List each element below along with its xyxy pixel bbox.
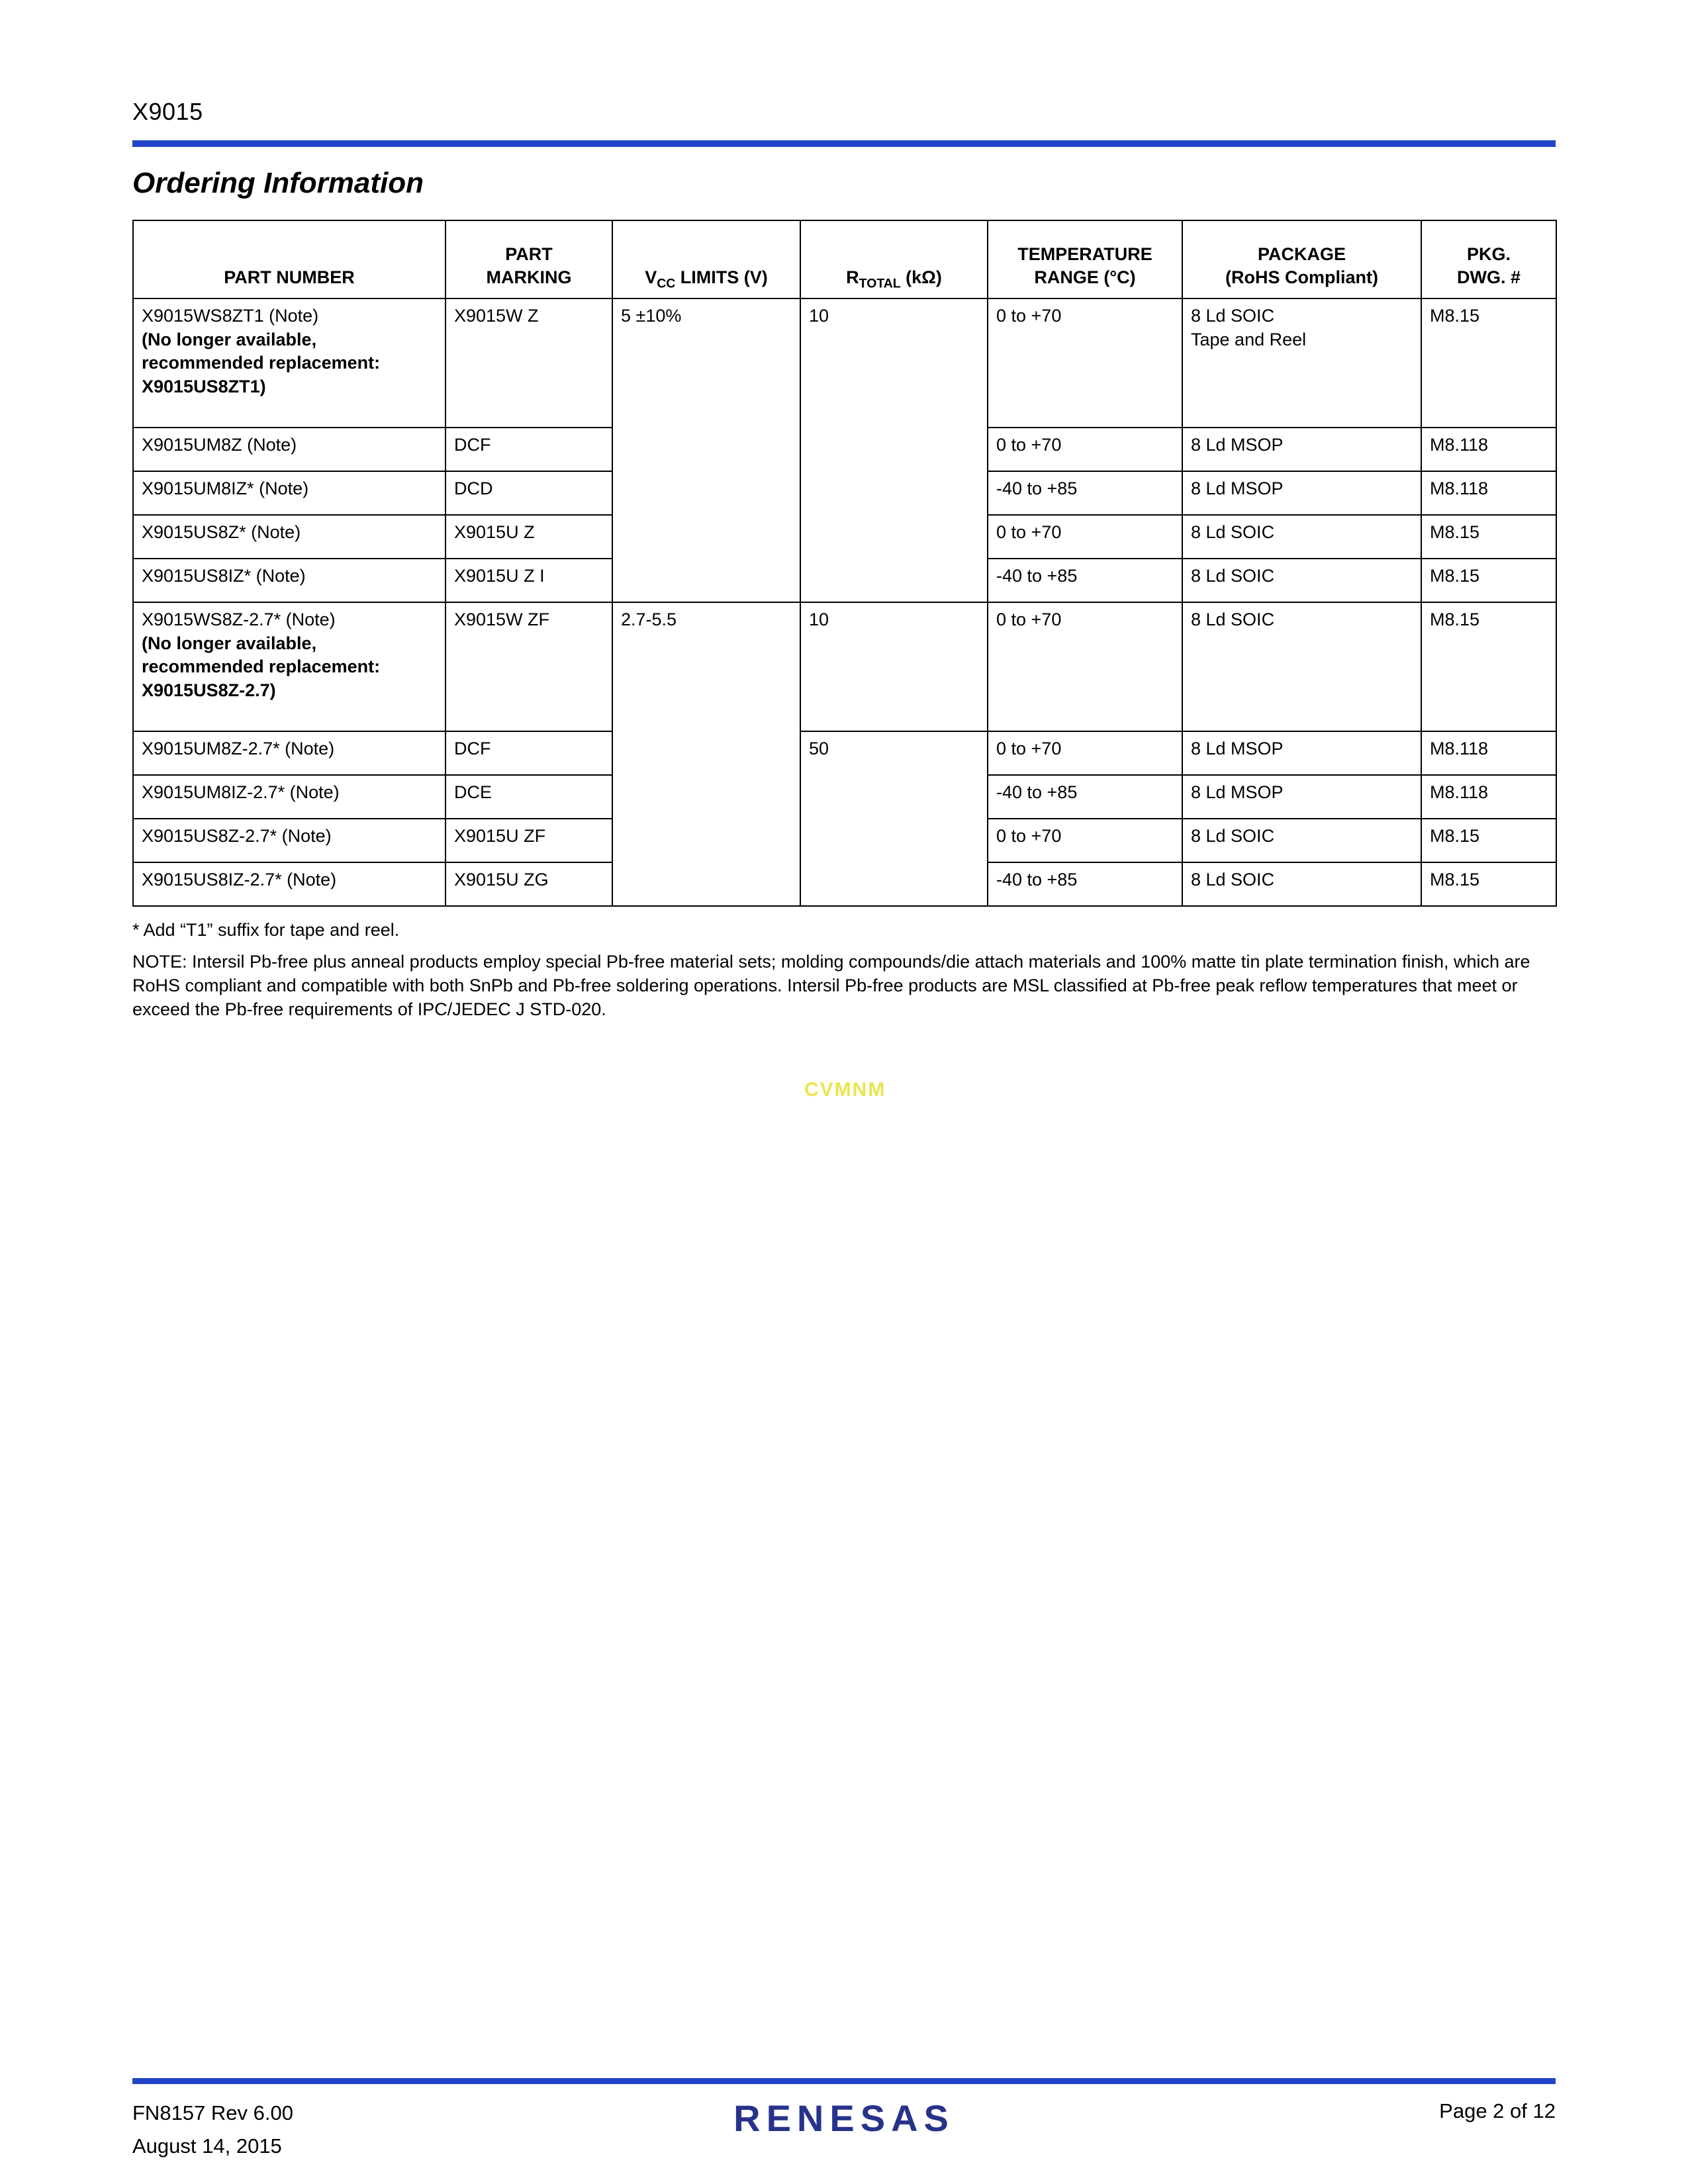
part-number-note: recommended replacement: bbox=[142, 657, 381, 677]
temperature-range-cell: -40 to +85 bbox=[988, 862, 1182, 906]
col-header-label: V bbox=[645, 267, 657, 288]
pkg-dwg-cell: M8.118 bbox=[1421, 471, 1556, 515]
col-header-label: MARKING bbox=[486, 267, 572, 288]
package-line: 8 Ld SOIC bbox=[1191, 306, 1275, 326]
temperature-range-cell: 0 to +70 bbox=[988, 602, 1182, 731]
rtotal-subscript: TOTAL bbox=[859, 276, 901, 291]
temperature-range-cell: 0 to +70 bbox=[988, 298, 1182, 428]
part-marking-cell: X9015U Z I bbox=[445, 559, 612, 602]
part-number-cell: X9015UM8Z-2.7* (Note) bbox=[133, 731, 445, 775]
part-marking-cell: DCF bbox=[445, 731, 612, 775]
table-row bbox=[133, 298, 1556, 428]
temperature-range-cell: 0 to +70 bbox=[988, 428, 1182, 471]
col-header-label: PART bbox=[505, 244, 553, 264]
footer-date: August 14, 2015 bbox=[132, 2134, 282, 2158]
col-header-label: (kΩ) bbox=[900, 267, 942, 288]
col-header-vcc-limits bbox=[612, 220, 800, 298]
part-number-cell: X9015US8IZ* (Note) bbox=[133, 559, 445, 602]
part-number-cell: X9015UM8IZ* (Note) bbox=[133, 471, 445, 515]
part-number-note: (No longer available, bbox=[142, 329, 317, 349]
part-number: X9015WS8Z-2.7* (Note) bbox=[142, 610, 336, 629]
pkg-dwg-cell: M8.118 bbox=[1421, 775, 1556, 819]
part-marking-cell: DCD bbox=[445, 471, 612, 515]
col-header-label: PART NUMBER bbox=[224, 267, 355, 288]
package-cell: 8 Ld SOIC bbox=[1182, 819, 1421, 862]
part-number-note: recommended replacement: bbox=[142, 353, 381, 373]
footnote-tape-reel: * Add “T1” suffix for tape and reel. bbox=[132, 920, 400, 940]
pkg-dwg-cell: M8.15 bbox=[1421, 559, 1556, 602]
package-cell: 8 Ld MSOP bbox=[1182, 775, 1421, 819]
ordering-information-table bbox=[132, 220, 1557, 907]
page-title: Ordering Information bbox=[132, 167, 424, 199]
temperature-range-cell: 0 to +70 bbox=[988, 515, 1182, 559]
col-header-label: DWG. # bbox=[1456, 267, 1521, 288]
table-header-row bbox=[133, 220, 1556, 298]
col-header-label: PKG. bbox=[1466, 244, 1511, 264]
part-number-cell: X9015US8Z-2.7* (Note) bbox=[133, 819, 445, 862]
package-cell: 8 Ld MSOP bbox=[1182, 428, 1421, 471]
col-header-label: TEMPERATURE bbox=[1017, 244, 1152, 264]
renesas-logo: RENESAS bbox=[733, 2097, 955, 2139]
pkg-dwg-cell: M8.15 bbox=[1421, 819, 1556, 862]
package-line: Tape and Reel bbox=[1191, 329, 1307, 349]
pkg-dwg-cell: M8.118 bbox=[1421, 428, 1556, 471]
package-cell: 8 Ld SOIC bbox=[1182, 559, 1421, 602]
main-content bbox=[132, 220, 1556, 1022]
part-number-cell: X9015UM8IZ-2.7* (Note) bbox=[133, 775, 445, 819]
col-header-label: (RoHS Compliant) bbox=[1225, 267, 1378, 288]
col-header-rtotal bbox=[800, 220, 988, 298]
part-number-cell: X9015UM8Z (Note) bbox=[133, 428, 445, 471]
package-cell: 8 Ld MSOP bbox=[1182, 471, 1421, 515]
pkg-dwg-cell: M8.15 bbox=[1421, 602, 1556, 731]
table-row bbox=[133, 602, 1556, 731]
package-cell: 8 Ld SOIC bbox=[1182, 515, 1421, 559]
col-header-label: RANGE (°C) bbox=[1034, 267, 1136, 288]
col-header-part-marking bbox=[445, 220, 612, 298]
part-marking-cell: X9015W Z bbox=[445, 298, 612, 428]
table-row bbox=[133, 731, 1556, 775]
part-number-cell: X9015US8IZ-2.7* (Note) bbox=[133, 862, 445, 906]
doc-id: X9015 bbox=[132, 98, 203, 125]
part-marking-cell: DCE bbox=[445, 775, 612, 819]
vcc-limits-cell: 5 ±10% bbox=[612, 298, 800, 602]
col-header-part-number bbox=[133, 220, 445, 298]
part-marking-cell: X9015U Z bbox=[445, 515, 612, 559]
footer-page-number: Page 2 of 12 bbox=[1439, 2099, 1556, 2122]
col-header-label: R bbox=[846, 267, 859, 288]
col-header-label: PACKAGE bbox=[1257, 244, 1346, 264]
part-number: X9015WS8ZT1 (Note) bbox=[142, 306, 319, 326]
col-header-pkg-dwg bbox=[1421, 220, 1556, 298]
top-rule bbox=[132, 140, 1556, 147]
package-cell: 8 Ld MSOP bbox=[1182, 731, 1421, 775]
part-number-cell bbox=[133, 602, 445, 731]
watermark-text: CVMNM bbox=[804, 1079, 886, 1101]
part-marking-cell: DCF bbox=[445, 428, 612, 471]
temperature-range-cell: -40 to +85 bbox=[988, 471, 1182, 515]
temperature-range-cell: -40 to +85 bbox=[988, 775, 1182, 819]
part-number-note: (No longer available, bbox=[142, 633, 317, 653]
pkg-dwg-cell: M8.15 bbox=[1421, 515, 1556, 559]
part-marking-cell: X9015U ZG bbox=[445, 862, 612, 906]
pkg-dwg-cell: M8.15 bbox=[1421, 298, 1556, 428]
footer-rule bbox=[132, 2078, 1556, 2084]
package-cell: 8 Ld SOIC bbox=[1182, 862, 1421, 906]
part-number-cell: X9015US8Z* (Note) bbox=[133, 515, 445, 559]
part-marking-cell: X9015W ZF bbox=[445, 602, 612, 731]
footer-doc-number: FN8157 Rev 6.00 bbox=[132, 2101, 293, 2124]
pkg-dwg-cell: M8.15 bbox=[1421, 862, 1556, 906]
col-header-temperature-range bbox=[988, 220, 1182, 298]
package-cell bbox=[1182, 298, 1421, 428]
temperature-range-cell: -40 to +85 bbox=[988, 559, 1182, 602]
pkg-dwg-cell: M8.118 bbox=[1421, 731, 1556, 775]
rtotal-cell: 10 bbox=[800, 298, 988, 602]
rtotal-cell: 50 bbox=[800, 731, 988, 906]
vcc-subscript: CC bbox=[657, 276, 676, 291]
col-header-package bbox=[1182, 220, 1421, 298]
temperature-range-cell: 0 to +70 bbox=[988, 731, 1182, 775]
note-paragraph: NOTE: Intersil Pb-free plus anneal products employ special Pb-free material sets; molding compounds/die attach materials and 100% matte tin plate termination finish, which are RoHS compliant and compatible with both SnPb and Pb-free soldering operations. Intersil Pb-free products are MSL classified at Pb-free peak reflow temperatures that meet or exceed the Pb-free requirements of IPC/JEDEC J STD-020. bbox=[132, 952, 1530, 1020]
rtotal-cell: 10 bbox=[800, 602, 988, 731]
package-cell: 8 Ld SOIC bbox=[1182, 602, 1421, 731]
vcc-limits-cell: 2.7-5.5 bbox=[612, 602, 800, 906]
part-number-cell bbox=[133, 298, 445, 428]
col-header-label: LIMITS (V) bbox=[675, 267, 768, 288]
part-number-note: X9015US8ZT1) bbox=[142, 376, 266, 396]
part-marking-cell: X9015U ZF bbox=[445, 819, 612, 862]
temperature-range-cell: 0 to +70 bbox=[988, 819, 1182, 862]
part-number-note: X9015US8Z-2.7) bbox=[142, 680, 276, 700]
